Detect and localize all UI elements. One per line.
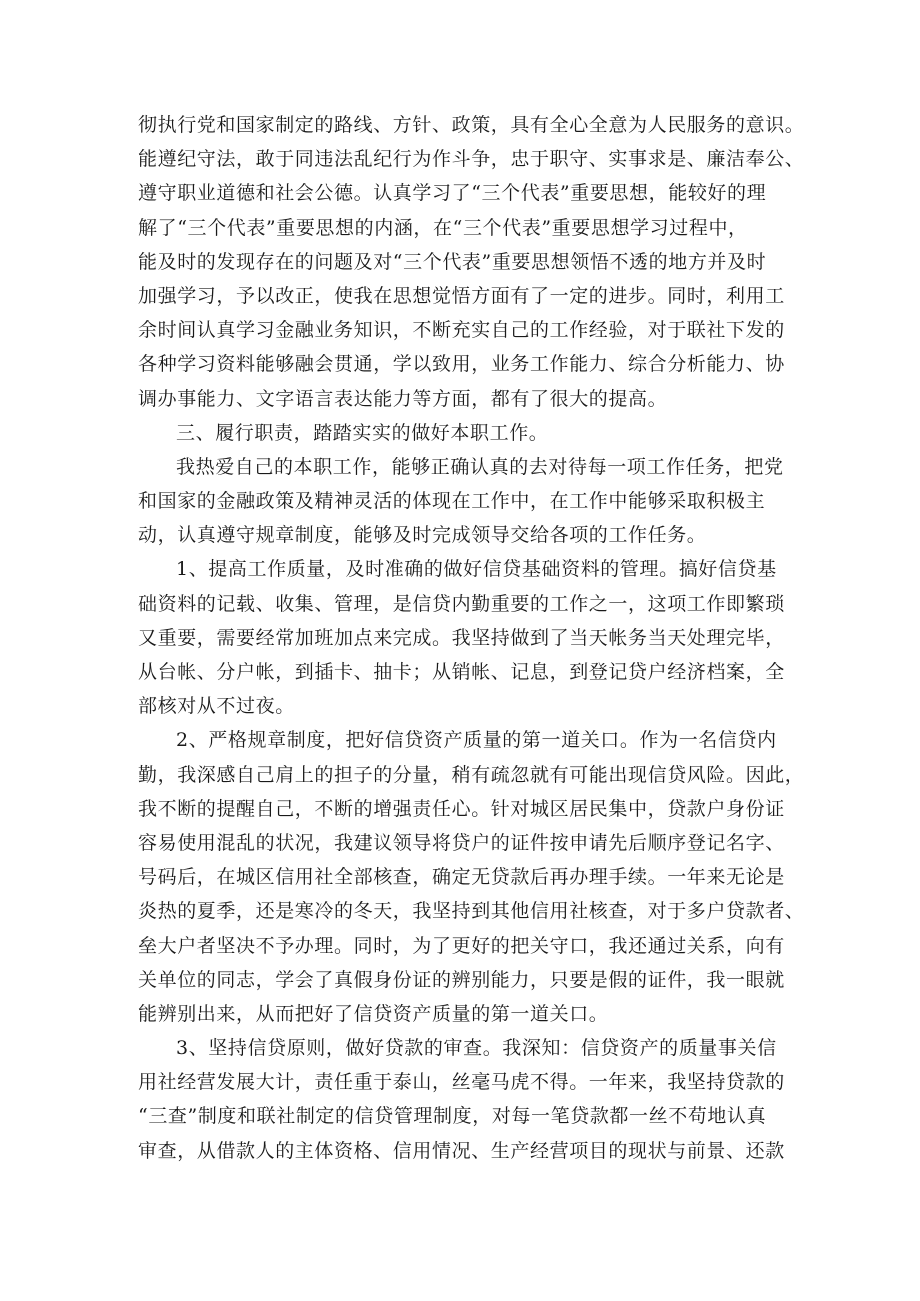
text-line: “三查”制度和联社制定的信贷管理制度，对每一笔贷款都一丝不苟地认真 (138, 1105, 767, 1128)
text-line: 加强学习，予以改正，使我在思想觉悟方面有了一定的进步。同时，利用工 (138, 284, 785, 307)
text-line: 从台帐、分户帐，到插卡、抽卡；从销帐、记息，到登记贷户经济档案，全 (138, 661, 785, 683)
text-line: 部核对从不过夜。 (138, 695, 295, 718)
text-line: 解了“三个代表”重要思想的内涵，在“三个代表”重要思想学习过程中， (138, 216, 748, 239)
text-line: 础资料的记载、收集、管理，是信贷内勤重要的工作之一，这项工作即繁琐 (138, 592, 785, 615)
text-line: 用社经营发展大计，责任重于泰山，丝毫马虎不得。一年来，我坚持贷款的 (138, 1071, 785, 1094)
text-line: 3、坚持信贷原则，做好贷款的审查。我深知：信贷资产的质量事关信 (176, 1037, 777, 1060)
text-line: 动，认真遵守规章制度，能够及时完成领导交给各项的工作任务。 (138, 524, 707, 547)
text-line: 2、严格规章制度，把好信贷资产质量的第一道关口。作为一名信贷内 (176, 729, 777, 752)
text-line: 1、提高工作质量，及时准确的做好信贷基础资料的管理。搞好信贷基 (176, 558, 777, 581)
text-line: 三、履行职责，踏踏实实的做好本职工作。 (176, 421, 549, 444)
text-line: 能及时的发现存在的问题及对“三个代表”重要思想领悟不透的地方并及时 (138, 250, 767, 273)
text-line: 和国家的金融政策及精神灵活的体现在工作中，在工作中能够采取积极主 (138, 490, 766, 513)
text-line: 关单位的同志，学会了真假身份证的辨别能力，只要是假的证件，我一眼就 (138, 968, 785, 991)
text-line: 彻执行党和国家制定的路线、方针、政策，具有全心全意为人民服务的意识。 (138, 114, 805, 136)
document-body (138, 108, 805, 1168)
text-line: 号码后，在城区信用社全部核查，确定无贷款后再办理手续。一年来无论是 (138, 866, 785, 889)
text-line: 遵守职业道德和社会公德。认真学习了“三个代表”重要思想，能较好的理 (138, 182, 767, 205)
text-line: 调办事能力、文字语言表达能力等方面，都有了很大的提高。 (138, 387, 668, 410)
text-line: 各种学习资料能够融会贯通，学以致用，业务工作能力、综合分析能力、协 (138, 353, 785, 376)
text-line: 能辨别出来，从而把好了信贷资产质量的第一道关口。 (138, 1002, 609, 1025)
text-line: 容易使用混乱的状况，我建议领导将贷户的证件按申请先后顺序登记名字、 (138, 831, 785, 854)
text-line: 审查，从借款人的主体资格、信用情况、生产经营项目的现状与前景、还款 (138, 1139, 785, 1162)
text-line: 我不断的提醒自己，不断的增强责任心。针对城区居民集中，贷款户身份证 (138, 797, 785, 820)
text-line: 余时间认真学习金融业务知识，不断充实自己的工作经验，对于联社下发的 (138, 319, 785, 342)
text-line: 又重要，需要经常加班加点来完成。我坚持做到了当天帐务当天处理完毕， (138, 626, 785, 649)
text-line: 垒大户者坚决不予办理。同时，为了更好的把关守口，我还通过关系，向有 (138, 934, 785, 957)
text-line: 勤，我深感自己肩上的担子的分量，稍有疏忽就有可能出现信贷风险。因此， (138, 763, 805, 786)
text-line: 能遵纪守法，敢于同违法乱纪行为作斗争，忠于职守、实事求是、廉洁奉公、 (138, 148, 805, 171)
text-line: 炎热的夏季，还是寒冷的冬天，我坚持到其他信用社核查，对于多户贷款者、 (138, 900, 805, 923)
text-line: 我热爱自己的本职工作，能够正确认真的去对待每一项工作任务，把党 (176, 455, 784, 478)
